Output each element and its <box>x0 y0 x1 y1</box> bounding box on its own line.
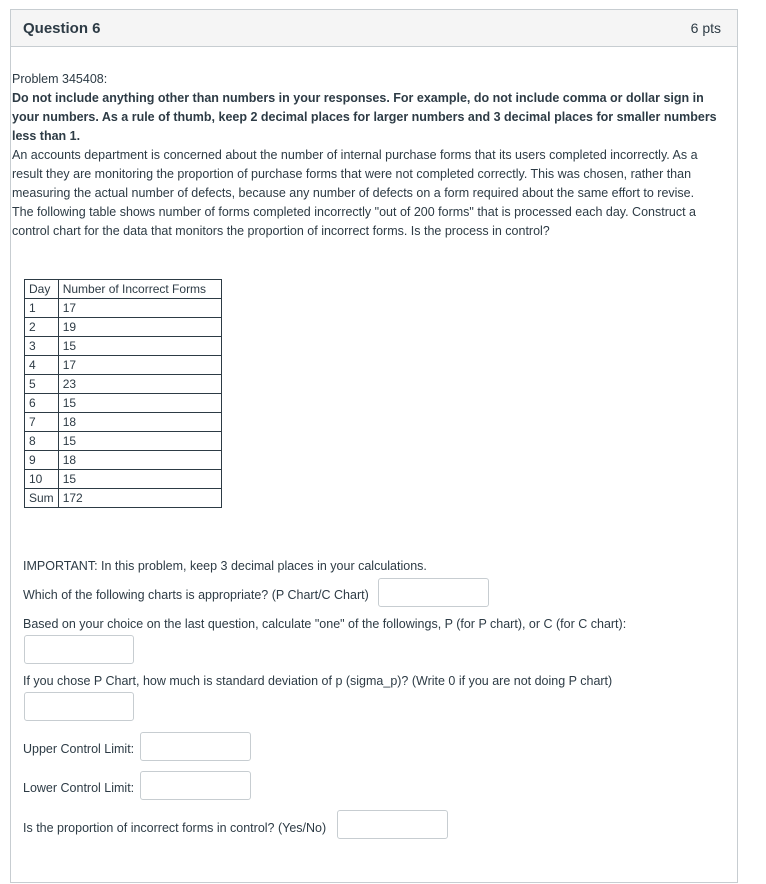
table-row <box>25 413 222 432</box>
table-cell-day: 4 <box>25 356 59 375</box>
question-points: 6 pts <box>690 20 721 36</box>
question-title: Question 6 <box>23 19 101 37</box>
table-cell-count: 23 <box>58 375 221 394</box>
table-row <box>25 394 222 413</box>
table-cell-count: 17 <box>58 299 221 318</box>
table-cell-count: 19 <box>58 318 221 337</box>
chart-type-input[interactable] <box>378 578 489 607</box>
in-control-input[interactable] <box>337 810 448 839</box>
table-cell-count: 17 <box>58 356 221 375</box>
table-cell-count: 15 <box>58 337 221 356</box>
question-header <box>11 10 737 47</box>
lcl-label: Lower Control Limit: <box>23 781 135 795</box>
table-header-count: Number of Incorrect Forms <box>58 280 221 299</box>
problem-instruction: Do not include anything other than numbers in your responses. For example, do not include comma or dollar sign in your numbers. As a rule of thumb, keep 2 decimal places for larger numbers and 3 decimal places for smaller numbers less than 1. <box>12 91 717 143</box>
table-row <box>25 337 222 356</box>
important-note: IMPORTANT: In this problem, keep 3 decimal places in your calculations. <box>23 559 427 573</box>
table-header-row <box>25 280 222 299</box>
table-row <box>25 451 222 470</box>
table-cell-count: 15 <box>58 432 221 451</box>
problem-text <box>12 70 718 241</box>
problem-id: Problem 345408: <box>12 72 108 86</box>
ucl-input[interactable] <box>140 732 251 761</box>
chart-type-question: Which of the following charts is appropriate? (P Chart/C Chart) <box>23 588 369 602</box>
table-cell-count: 18 <box>58 413 221 432</box>
table-cell-count: 15 <box>58 470 221 489</box>
sigma-p-question: If you chose P Chart, how much is standard deviation of p (sigma_p)? (Write 0 if you are not doing P chart) <box>23 674 613 688</box>
table-cell-count: 18 <box>58 451 221 470</box>
in-control-question: Is the proportion of incorrect forms in control? (Yes/No) <box>23 821 327 835</box>
lcl-input[interactable] <box>140 771 251 800</box>
table-row <box>25 432 222 451</box>
table-row <box>25 489 222 508</box>
table-cell-day: 2 <box>25 318 59 337</box>
p-or-c-input[interactable] <box>24 635 134 664</box>
table-cell-day: 3 <box>25 337 59 356</box>
table-cell-count: 15 <box>58 394 221 413</box>
table-row <box>25 299 222 318</box>
ucl-label: Upper Control Limit: <box>23 742 135 756</box>
table-cell-day: 10 <box>25 470 59 489</box>
table-cell-day: 7 <box>25 413 59 432</box>
sigma-p-input[interactable] <box>24 692 134 721</box>
table-row <box>25 470 222 489</box>
table-row <box>25 356 222 375</box>
table-cell-day: Sum <box>25 489 59 508</box>
table-cell-day: 9 <box>25 451 59 470</box>
p-or-c-question: Based on your choice on the last question, calculate "one" of the followings, P (for P chart), or C (for C chart): <box>23 617 627 631</box>
table-row <box>25 375 222 394</box>
table-cell-day: 6 <box>25 394 59 413</box>
table-header-day: Day <box>25 280 59 299</box>
table-cell-day: 5 <box>25 375 59 394</box>
table-cell-count: 172 <box>58 489 221 508</box>
table-cell-day: 1 <box>25 299 59 318</box>
problem-description: An accounts department is concerned about the number of internal purchase forms that its users completed incorrectly. As a result they are monitoring the proportion of purchase forms that were not completed correctly. This was chosen, rather than measuring the actual number of defects, because any number of defects on a form required about the same effort to revise. The following table shows number of forms completed incorrectly "out of 200 forms" that is processed each day. Construct a control chart for the data that monitors the proportion of incorrect forms. Is the process in control? <box>12 148 698 238</box>
defects-table <box>24 279 222 508</box>
table-cell-day: 8 <box>25 432 59 451</box>
table-row <box>25 318 222 337</box>
